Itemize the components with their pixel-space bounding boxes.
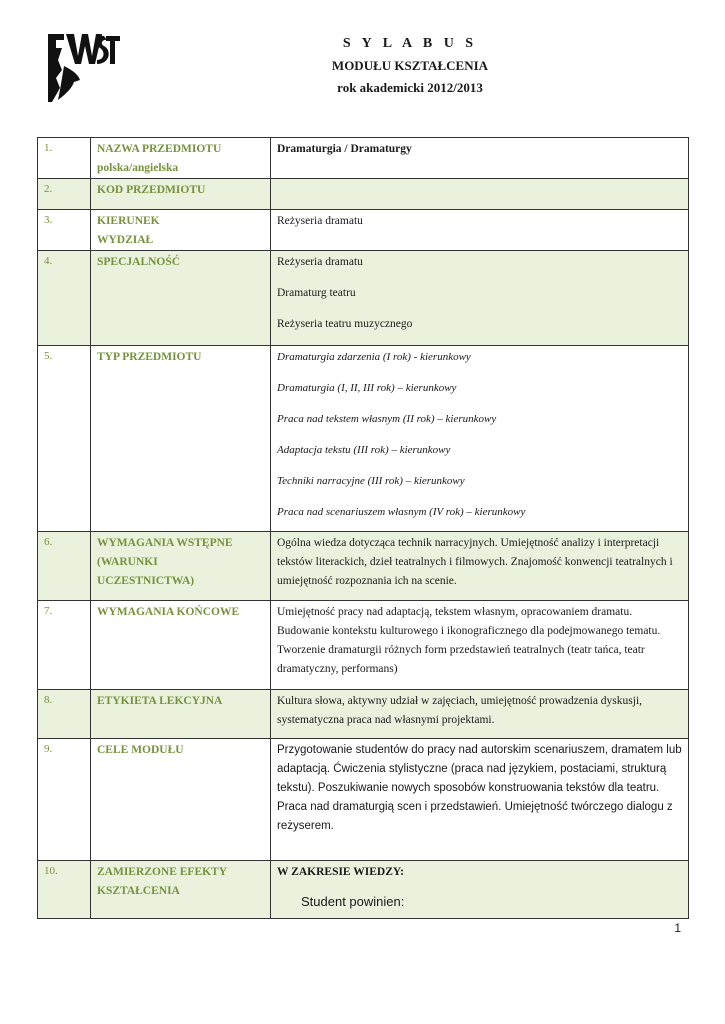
row-label: SPECJALNOŚĆ (91, 251, 271, 346)
course-type-item: Adaptacja tekstu (III rok) – kierunkowy (277, 444, 451, 456)
row-value: Umiejętność pracy nad adaptacją, tekstem własnym, opracowaniem dramatu. Budowanie kontekstu kulturowego i ikonograficznego dla podejmowanego tematu. Tworzenie dramaturgii różnych form przedstawień teatralnych (teatr tańca, teatr dramatyczny, performans) (271, 601, 689, 690)
student-should-text: Student powinien: (301, 894, 405, 909)
page-number: 1 (674, 921, 681, 935)
row-value (271, 179, 689, 210)
label-line: (WARUNKI (97, 556, 158, 568)
row-label: CELE MODUŁU (91, 739, 271, 861)
row-label (91, 532, 271, 601)
label-line: KSZTAŁCENIA (97, 885, 180, 897)
syllabus-title: S Y L A B U S (342, 36, 478, 51)
syllabus-table (37, 137, 689, 919)
syllabus-subtitle: MODUŁU KSZTAŁCENIA (331, 58, 489, 73)
table-row (38, 138, 689, 179)
row-value (271, 251, 689, 346)
row-number: 4. (38, 251, 91, 346)
knowledge-heading: W ZAKRESIE WIEDZY: (277, 866, 404, 878)
row-number: 8. (38, 690, 91, 739)
specialty-item: Reżyseria teatru muzycznego (277, 318, 413, 330)
row-label: ETYKIETA LEKCYJNA (91, 690, 271, 739)
row-value: Ogólna wiedza dotycząca technik narracyjnych. Umiejętność analizy i interpretacji tekstów literackich, dzieł teatralnych i filmowych. Znajomość konwencji teatralnych i umiejętność rozpoznania ich na scenie. (271, 532, 689, 601)
course-type-item: Praca nad tekstem własnym (II rok) – kierunkowy (277, 413, 497, 425)
label-line: WYDZIAŁ (97, 234, 154, 246)
table-row (38, 601, 689, 690)
label-line: UCZESTNICTWA) (97, 575, 195, 587)
row-number: 10. (38, 861, 91, 919)
row-number: 6. (38, 532, 91, 601)
row-label (91, 138, 271, 179)
table-row (38, 346, 689, 532)
table-row (38, 179, 689, 210)
row-number: 1. (38, 138, 91, 179)
row-label: KOD PRZEDMIOTU (91, 179, 271, 210)
row-value (271, 346, 689, 532)
course-type-item: Techniki narracyjne (III rok) – kierunkowy (277, 475, 465, 487)
row-number: 2. (38, 179, 91, 210)
row-label (91, 210, 271, 251)
row-value: Dramaturgia / Dramaturgy (271, 138, 689, 179)
course-type-item: Praca nad scenariuszem własnym (IV rok) – kierunkowy (277, 506, 526, 518)
table-row (38, 690, 689, 739)
row-label: TYP PRZEDMIOTU (91, 346, 271, 532)
row-number: 9. (38, 739, 91, 861)
label-line: KIERUNEK (97, 215, 160, 227)
table-row (38, 861, 689, 919)
table-row (38, 532, 689, 601)
row-number: 3. (38, 210, 91, 251)
specialty-item: Dramaturg teatru (277, 287, 356, 299)
row-value: Reżyseria dramatu (271, 210, 689, 251)
row-value (271, 861, 689, 919)
label-line: polska/angielska (97, 162, 179, 174)
label-line: WYMAGANIA WSTĘPNE (97, 537, 233, 549)
course-type-item: Dramaturgia (I, II, III rok) – kierunkowy (277, 382, 457, 394)
school-logo (44, 30, 122, 106)
specialty-item: Reżyseria dramatu (277, 256, 363, 268)
row-label (91, 861, 271, 919)
table-row (38, 210, 689, 251)
row-value: Przygotowanie studentów do pracy nad autorskim scenariuszem, dramatem lub adaptacją. Ćwiczenia stylistyczne (praca nad językiem, postaciami, strukturą tekstu). Poszukiwanie nowych sposobów konstruowania tekstów dla teatru. Praca nad dramaturgią scen i przedstawień. Umiejętność twórczego dialogu z reżyserem. (271, 739, 689, 861)
table-row (38, 251, 689, 346)
row-value: Kultura słowa, aktywny udział w zajęciach, umiejętność prowadzenia dyskusji, systematyczna praca nad własnymi projektami. (271, 690, 689, 739)
course-type-item: Dramaturgia zdarzenia (I rok) - kierunkowy (277, 351, 471, 363)
table-row (38, 739, 689, 861)
academic-year: rok akademicki 2012/2013 (337, 80, 483, 95)
syllabus-header (240, 36, 580, 96)
row-label: WYMAGANIA KOŃCOWE (91, 601, 271, 690)
label-line: ZAMIERZONE EFEKTY (97, 866, 228, 878)
row-number: 7. (38, 601, 91, 690)
label-line: NAZWA PRZEDMIOTU (97, 143, 222, 155)
row-number: 5. (38, 346, 91, 532)
